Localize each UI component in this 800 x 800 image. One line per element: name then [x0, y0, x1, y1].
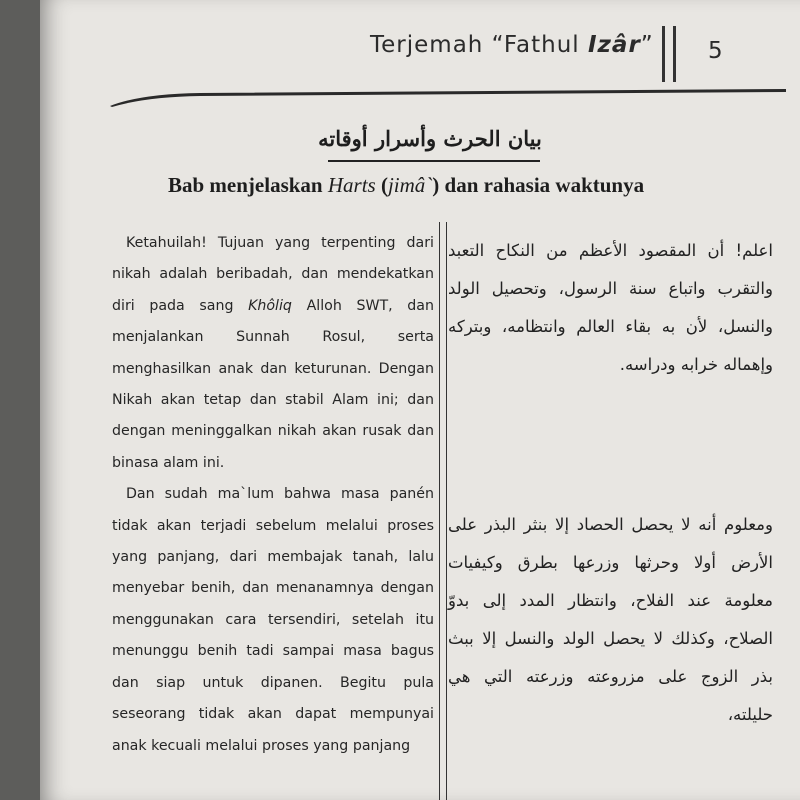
header-title-prefix: Terjemah “Fathul — [370, 32, 588, 58]
translation-p1-italic: Khôliq — [248, 297, 292, 314]
translation-column — [112, 228, 434, 762]
translation-p1-text-a: Ketahuilah! Tujuan yang terpenting dari nikah adalah beribadah, dan mendekatkan diri pada sang — [112, 235, 434, 314]
heading-text-2: ( — [375, 173, 388, 197]
heading-text-1: Bab menjelaskan — [168, 173, 328, 197]
section-heading — [168, 173, 728, 198]
arabic-column-block-2 — [448, 506, 773, 734]
header-double-bar — [662, 26, 676, 82]
arabic-section-heading: بيان الحرث وأسرار أوقاته — [318, 126, 542, 151]
translation-p1-text-b: Alloh SWT, dan menjalankan Sunnah Rosul, serta menghasilkan anak dan keturunan. Dengan Nikah akan tetap dan stabil Alam ini; dan dengan meninggalkan nikah akan rusak dan binasa alam ini. — [112, 297, 434, 471]
column-divider — [439, 222, 447, 800]
header-rule — [110, 86, 786, 108]
page-number: 5 — [708, 38, 723, 64]
running-header-title — [370, 32, 654, 58]
heading-text-3: ) dan rahasia waktunya — [432, 173, 645, 197]
arabic-paragraph-2: ومعلوم أنه لا يحصل الحصاد إلا بنثر البذر على الأرض أولا وحرثها وزرعها بطرق وكيفيات معلومة عند الفلاح، وانتظار المدد إلى بدوّ الصلاح، وكذلك لا يحصل الولد والنسل إلا ببث بذر الزوج على مزروعته وزرعته التي هي حليلته، — [448, 515, 773, 724]
translation-paragraph-2: Dan sudah ma`lum bahwa masa panén tidak akan terjadi sebelum melalui proses yang panjang, dari membajak tanah, lalu menyebar benih, dan menanamnya dengan menggunakan cara tersendiri, setelah itu menunggu benih tadi sampai masa bagus dan siap untuk dipanen. Begitu pula seseorang tidak akan dapat mempunyai anak kecuali melalui proses yang panjang — [112, 486, 434, 754]
arabic-column-block-1 — [448, 232, 773, 384]
book-page — [40, 0, 800, 800]
heading-italic-harts: Harts — [327, 173, 376, 197]
heading-underline — [328, 160, 540, 162]
header-title-suffix: ” — [640, 32, 654, 58]
arabic-paragraph-1: اعلم! أن المقصود الأعظم من النكاح التعبد والتقرب واتباع سنة الرسول، وتحصيل الولد والنسل، لأن به بقاء العالم وانتظامه، وبتركه وإهماله خرابه ودراسه. — [448, 241, 773, 374]
translation-paragraph-1 — [112, 228, 434, 479]
header-title-italic: Izâr — [587, 32, 641, 58]
heading-italic-jima: jimâ` — [387, 173, 433, 197]
